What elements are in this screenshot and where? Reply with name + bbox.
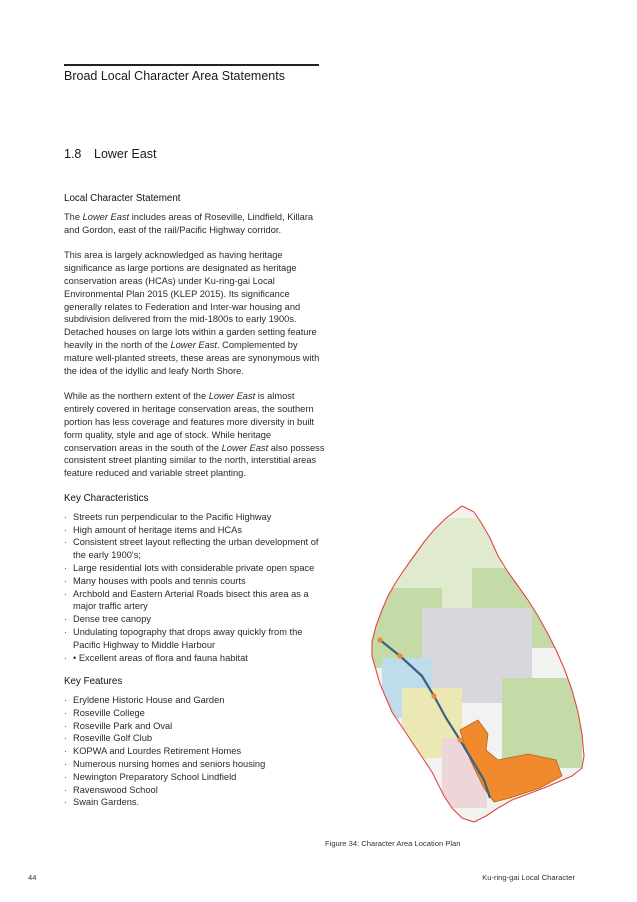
- list-item: · Streets run perpendicular to the Pacific Highway: [64, 511, 326, 524]
- footer-doc-title: Ku-ring-gai Local Character: [482, 873, 575, 882]
- p1-emphasis: Lower East: [82, 211, 130, 222]
- list-item: · Roseville Golf Club: [64, 732, 326, 745]
- section-title: Lower East: [94, 147, 157, 161]
- page-number: 44: [28, 873, 37, 882]
- p1-prefix: The: [64, 211, 83, 222]
- list-item: · Swain Gardens.: [64, 796, 326, 809]
- p2-emphasis: Lower East: [170, 339, 217, 350]
- statement-heading: Local Character Statement: [64, 193, 181, 204]
- list-item: · Roseville Park and Oval: [64, 720, 326, 733]
- land-use-zones: [322, 498, 586, 828]
- characteristics-list: [64, 511, 326, 665]
- list-item: · Consistent street layout reflecting the urban development of the early 1900's;: [64, 536, 326, 562]
- station-marker: [431, 693, 436, 698]
- list-item: · Archbold and Eastern Arterial Roads bisect this area as a major traffic artery: [64, 588, 326, 614]
- statement-paragraph-3: [64, 390, 326, 480]
- station-marker: [377, 637, 382, 642]
- p3-part-a: While as the northern extent of the: [64, 391, 209, 402]
- p2-rest: . Complemented by mature well-planted streets, these areas are synonymous with the idea of the idyllic and leafy North Shore.: [64, 339, 320, 376]
- features-list: [64, 694, 326, 809]
- p3-part-c: also possess consistent street planting similar to the north, interstitial areas feature reduced and variable street planting.: [64, 442, 325, 479]
- header-rule: [64, 64, 319, 66]
- p3-emphasis-2: Lower East: [221, 442, 269, 453]
- p1-rest: includes areas of Roseville, Lindfield, Killara and Gordon, east of the rail/Pacific Highway corridor.: [64, 211, 314, 235]
- southeast-green-zone: [502, 678, 582, 768]
- p3-emphasis-1: Lower East: [208, 391, 256, 402]
- statement-paragraph-2: [64, 249, 326, 377]
- p3-part-b: is almost entirely covered in heritage conservation areas, the southern portion has less coverage and features more diversity in built form quality, style and age of stock. While heritage conservation areas in the south of the: [64, 391, 315, 453]
- characteristics-heading: Key Characteristics: [64, 492, 149, 504]
- section-heading: [64, 147, 157, 161]
- list-item: · Ravenswood School: [64, 784, 326, 797]
- list-item: · Dense tree canopy: [64, 613, 326, 626]
- text-column: [64, 193, 326, 821]
- p2-text: This area is largely acknowledged as having heritage significance as large portions are designated as heritage conservation areas (HCAs) under Ku-ring-gai Local Environmental Plan 2015 (KLEP 2015). Its significance generally relates to Federation and Inter-war housing and subdivision delivered from the mid-1800s to early 1900s. Detached houses on large lots within a garden setting feature heavily in the north of the: [64, 250, 317, 350]
- list-item: · Newington Preparatory School Lindfield: [64, 771, 326, 784]
- list-item: · High amount of heritage items and HCAs: [64, 524, 326, 537]
- figure-caption: Figure 34: Character Area Location Plan: [325, 839, 461, 848]
- header-title: Broad Local Character Area Statements: [64, 69, 285, 83]
- list-item: · Undulating topography that drops away quickly from the Pacific Highway to Middle Harbour: [64, 626, 326, 652]
- statement-paragraph-1: [64, 211, 326, 237]
- list-item: · Numerous nursing homes and seniors housing: [64, 758, 326, 771]
- features-heading: Key Features: [64, 676, 123, 688]
- list-item: · Large residential lots with considerable private open space: [64, 562, 326, 575]
- station-marker: [397, 653, 402, 658]
- station-marker: [457, 737, 462, 742]
- list-item: · Many houses with pools and tennis courts: [64, 575, 326, 588]
- list-item: · Roseville College: [64, 707, 326, 720]
- list-item: · KOPWA and Lourdes Retirement Homes: [64, 745, 326, 758]
- section-number: 1.8: [64, 147, 82, 161]
- list-item: · • Excellent areas of flora and fauna habitat: [64, 652, 326, 665]
- character-area-location-map: [322, 498, 586, 828]
- list-item: · Eryldene Historic House and Garden: [64, 694, 326, 707]
